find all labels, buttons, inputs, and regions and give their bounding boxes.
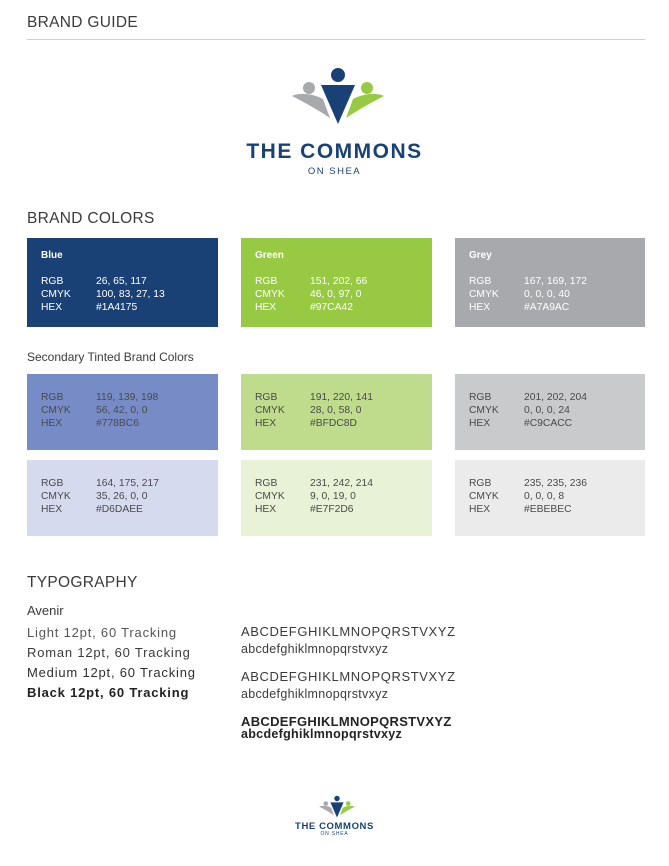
rgb-label: RGB	[469, 478, 492, 489]
cmyk-label: CMYK	[469, 405, 499, 416]
secondary-colors-title: Secondary Tinted Brand Colors	[27, 350, 194, 364]
weight-medium: Medium 12pt, 60 Tracking	[27, 665, 196, 680]
hex-value: #C9CACC	[524, 418, 573, 429]
weight-light: Light 12pt, 60 Tracking	[27, 625, 177, 640]
rgb-label: RGB	[255, 392, 278, 403]
hex-value: #97CA42	[310, 302, 353, 313]
hex-label: HEX	[469, 302, 491, 313]
swatch-grey-tint-1	[455, 374, 645, 450]
logo-subtitle: ON SHEA	[307, 166, 362, 177]
hex-label: HEX	[255, 418, 277, 429]
rgb-label: RGB	[469, 276, 492, 287]
rgb-value: 167, 169, 172	[524, 276, 587, 287]
swatch-green-tint-2	[241, 460, 432, 536]
swatch-blue-tint-1	[27, 374, 218, 450]
hex-value: #EBEBEC	[524, 504, 572, 515]
hex-value: #D6DAEE	[96, 504, 143, 515]
cmyk-value: 0, 0, 0, 24	[524, 405, 570, 416]
cmyk-label: CMYK	[255, 405, 285, 416]
swatch-green-tint-1	[241, 374, 432, 450]
cmyk-label: CMYK	[469, 289, 499, 300]
rgb-value: 26, 65, 117	[96, 276, 147, 287]
weight-roman: Roman 12pt, 60 Tracking	[27, 645, 191, 660]
rgb-value: 119, 139, 198	[96, 392, 159, 403]
header-divider	[27, 39, 645, 40]
cmyk-value: 35, 26, 0, 0	[96, 491, 148, 502]
rgb-label: RGB	[41, 478, 64, 489]
swatch-blue-tint-2	[27, 460, 218, 536]
hex-value: #778BC6	[96, 418, 139, 429]
hex-value: #BFDC8D	[310, 418, 357, 429]
swatch-green	[241, 238, 432, 327]
commons-logo-icon	[290, 66, 386, 128]
swatch-name: Green	[255, 250, 284, 261]
swatch-grey	[455, 238, 645, 327]
cmyk-value: 28, 0, 58, 0	[310, 405, 362, 416]
hex-label: HEX	[469, 504, 491, 515]
swatch-name: Grey	[469, 250, 492, 261]
hex-label: HEX	[255, 504, 277, 515]
hex-label: HEX	[469, 418, 491, 429]
cmyk-label: CMYK	[41, 405, 71, 416]
swatch-grey-tint-2	[455, 460, 645, 536]
swatch-blue	[27, 238, 218, 327]
typography-title: TYPOGRAPHY	[27, 574, 138, 591]
cmyk-label: CMYK	[255, 289, 285, 300]
brand-colors-title: BRAND COLORS	[27, 210, 155, 227]
cmyk-label: CMYK	[469, 491, 499, 502]
hex-value: #A7A9AC	[524, 302, 570, 313]
rgb-value: 231, 242, 214	[310, 478, 373, 489]
weight-black: Black 12pt, 60 Tracking	[27, 685, 190, 700]
cmyk-label: CMYK	[41, 491, 71, 502]
rgb-value: 201, 202, 204	[524, 392, 587, 403]
sample-light-upper: ABCDEFGHIKLMNOPQRSTVXYZ	[241, 624, 456, 639]
font-name: Avenir	[27, 603, 64, 618]
sample-roman-lower: abcdefghiklmnopqrstvxyz	[241, 687, 389, 701]
swatch-name: Blue	[41, 250, 63, 261]
rgb-value: 191, 220, 141	[310, 392, 373, 403]
logo-title: THE COMMONS	[246, 140, 423, 163]
page-title: BRAND GUIDE	[27, 14, 138, 31]
hex-label: HEX	[41, 504, 63, 515]
hex-label: HEX	[41, 418, 63, 429]
rgb-label: RGB	[255, 276, 278, 287]
rgb-label: RGB	[41, 392, 64, 403]
sample-light-lower: abcdefghiklmnopqrstvxyz	[241, 642, 389, 656]
footer-logo-icon	[318, 795, 356, 819]
hex-value: #1A4175	[96, 302, 138, 313]
sample-roman-upper: ABCDEFGHIKLMNOPQRSTVXYZ	[241, 669, 456, 684]
hex-value: #E7F2D6	[310, 504, 354, 515]
rgb-label: RGB	[41, 276, 64, 287]
rgb-value: 164, 175, 217	[96, 478, 159, 489]
hex-label: HEX	[41, 302, 63, 313]
rgb-label: RGB	[469, 392, 492, 403]
cmyk-label: CMYK	[255, 491, 285, 502]
rgb-label: RGB	[255, 478, 278, 489]
sample-black-upper: ABCDEFGHIKLMNOPQRSTVXYZ	[241, 714, 452, 729]
cmyk-value: 46, 0, 97, 0	[310, 289, 362, 300]
rgb-value: 235, 235, 236	[524, 478, 587, 489]
cmyk-value: 9, 0, 19, 0	[310, 491, 356, 502]
sample-black-lower: abcdefghiklmnopqrstvxyz	[241, 727, 403, 741]
cmyk-value: 0, 0, 0, 8	[524, 491, 565, 502]
hex-label: HEX	[255, 302, 277, 313]
cmyk-value: 100, 83, 27, 13	[96, 289, 165, 300]
cmyk-value: 0, 0, 0, 40	[524, 289, 570, 300]
footer-logo-subtitle: ON SHEA	[320, 831, 349, 837]
footer-logo-title: THE COMMONS	[295, 821, 374, 832]
cmyk-label: CMYK	[41, 289, 71, 300]
cmyk-value: 56, 42, 0, 0	[96, 405, 148, 416]
rgb-value: 151, 202, 66	[310, 276, 368, 287]
